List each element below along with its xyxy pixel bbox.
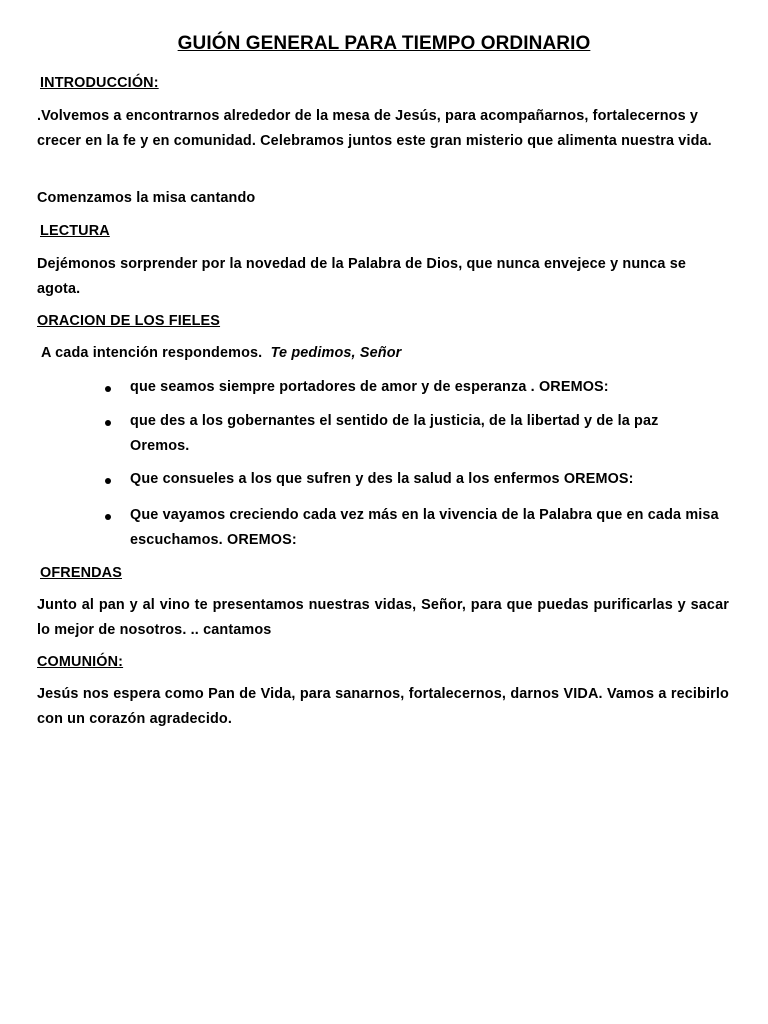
oracion-heading xyxy=(37,309,729,334)
oracion-intro-text: A cada intención respondemos. xyxy=(41,345,263,361)
lectura-paragraph: Dejémonos sorprender por la novedad de la Palabra de Dios, que nunca envejece y nunca se agota. xyxy=(37,256,686,297)
oracion-response: Te pedimos, Señor xyxy=(270,345,402,361)
intro-heading-text: INTRODUCCIÓN: xyxy=(40,75,159,91)
bullet-dot xyxy=(105,478,111,484)
oracion-intro-line xyxy=(41,341,733,366)
comunion-heading-text: COMUNIÓN: xyxy=(37,654,124,670)
document-title: GUIÓN GENERAL PARA TIEMPO ORDINARIO xyxy=(177,33,591,54)
petition-item: que seamos siempre portadores de amor y de esperanza . OREMOS: xyxy=(130,379,609,395)
petition-item: Que consueles a los que sufren y des la salud a los enfermos OREMOS: xyxy=(130,471,634,487)
ofrendas-paragraph: Junto al pan y al vino te presentamos nuestras vidas, Señor, para que puedas purificarlas y sacar lo mejor de nosotros. .. cantamos xyxy=(37,597,729,638)
bullet-dot xyxy=(105,514,111,520)
ofrendas-heading xyxy=(40,561,732,586)
bullet-dot xyxy=(105,386,111,392)
comunion-paragraph: Jesús nos espera como Pan de Vida, para sanarnos, fortalecernos, darnos VIDA. Vamos a recibirlo con un corazón agradecido. xyxy=(37,686,729,727)
intro-heading xyxy=(40,71,732,96)
petition-item: Que vayamos creciendo cada vez más en la vivencia de la Palabra que en cada misa escuchamos. OREMOS: xyxy=(130,507,719,548)
oracion-heading-text: ORACION DE LOS FIELES xyxy=(37,313,221,329)
intro-paragraph: .Volvemos a encontrarnos alrededor de la mesa de Jesús, para acompañarnos, fortalecernos y crecer en la fe y en comunidad. Celebramos juntos este gran misterio que alimenta nuestra vida. xyxy=(37,108,712,149)
intro-closing-line: Comenzamos la misa cantando xyxy=(37,190,256,206)
lectura-heading xyxy=(40,219,732,244)
ofrendas-heading-text: OFRENDAS xyxy=(40,565,122,581)
lectura-heading-text: LECTURA xyxy=(40,223,110,239)
petition-item: que des a los gobernantes el sentido de la justicia, de la libertad y de la paz Oremos. xyxy=(130,413,659,454)
comunion-heading xyxy=(37,650,729,675)
bullet-dot xyxy=(105,420,111,426)
